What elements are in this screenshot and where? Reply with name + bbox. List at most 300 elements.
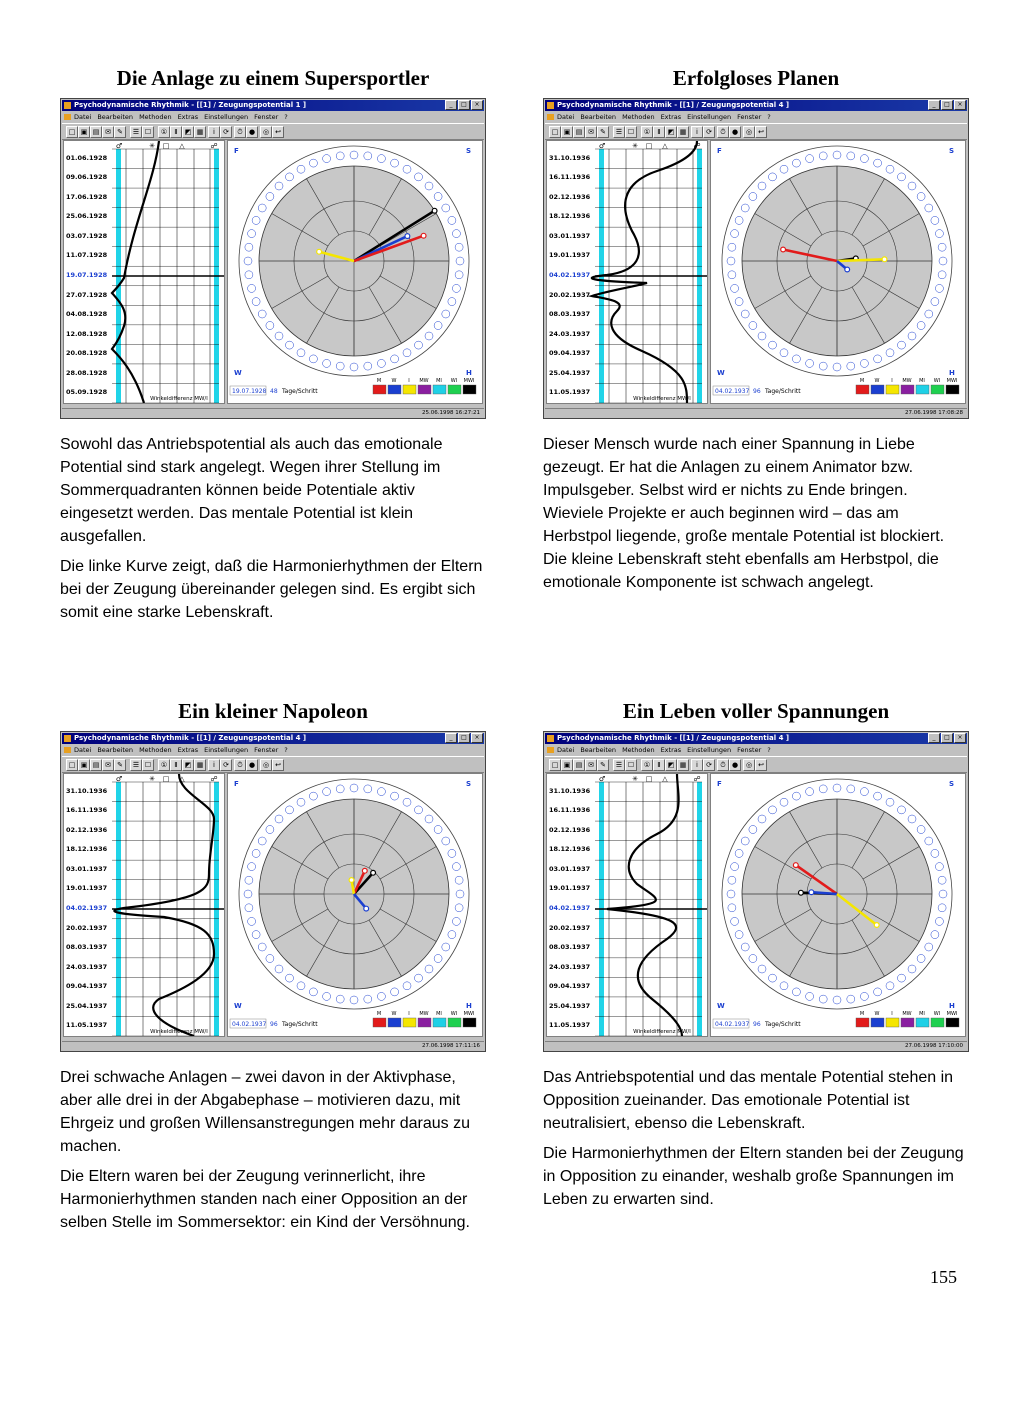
quadrant-label: F	[234, 780, 239, 788]
legend-swatch[interactable]	[463, 1018, 476, 1027]
column-symbol: ☍	[210, 142, 218, 150]
date-field[interactable]: 04.02.1937	[715, 388, 750, 395]
close-icon[interactable]: ×	[471, 733, 483, 743]
legend-label: MI	[919, 1011, 925, 1017]
legend-label: WI	[933, 378, 941, 384]
toolbar-button[interactable]: ↩	[755, 126, 767, 138]
quadrant-label: S	[949, 147, 955, 155]
menu-item[interactable]: ?	[284, 113, 288, 121]
quadrant-label: S	[949, 780, 955, 788]
toolbar-button[interactable]: ✎	[114, 759, 126, 771]
toolbar-button[interactable]: ◎	[260, 126, 272, 138]
date-label: 05.09.1928	[66, 388, 108, 397]
status-bar: 27.06.1998 17:10:00	[545, 1041, 967, 1050]
legend-label: MW	[419, 378, 429, 384]
ring-marker	[455, 243, 463, 251]
ring-marker	[860, 992, 868, 1000]
legend-swatch[interactable]	[886, 385, 899, 394]
date-label: 03.01.1937	[66, 864, 108, 873]
ring-marker	[792, 792, 800, 800]
menu-item[interactable]: Methoden	[622, 113, 655, 121]
toolbar-button[interactable]: ①	[641, 759, 653, 771]
date-label: 09.04.1937	[549, 982, 591, 991]
hand-tip	[799, 890, 804, 895]
toolbar-button[interactable]: ✎	[597, 126, 609, 138]
menu-item[interactable]: ?	[284, 746, 288, 754]
ring-marker	[434, 955, 442, 963]
app-icon	[547, 735, 554, 742]
menu-item[interactable]: Fenster	[737, 113, 762, 121]
date-label: 16.11.1936	[66, 806, 108, 815]
ring-marker	[860, 788, 868, 796]
quadrant-label: H	[949, 369, 955, 377]
toolbar-button[interactable]: Ⅱ	[170, 759, 182, 771]
legend-swatch[interactable]	[373, 1018, 386, 1027]
legend-swatch[interactable]	[403, 385, 416, 394]
toolbar-button[interactable]: ☰	[130, 126, 142, 138]
toolbar-button[interactable]: ●	[246, 126, 258, 138]
ring-marker	[309, 988, 317, 996]
window-title-bar	[545, 100, 967, 111]
status-bar: 25.06.1998 16:27:21	[62, 408, 484, 417]
toolbar-button[interactable]: ◎	[743, 759, 755, 771]
toolbar-button[interactable]: ▣	[561, 759, 573, 771]
toolbar-button[interactable]: ▣	[78, 126, 90, 138]
legend-swatch[interactable]	[931, 1018, 944, 1027]
toolbar-button[interactable]: ◩	[182, 126, 194, 138]
toolbar-button[interactable]: ①	[158, 759, 170, 771]
toolbar-button[interactable]: ✎	[114, 126, 126, 138]
date-field[interactable]: 04.02.1937	[232, 1021, 267, 1028]
menu-item[interactable]: Bearbeiten	[97, 746, 134, 754]
date-label: 25.04.1937	[549, 1001, 591, 1010]
ring-marker	[931, 931, 939, 939]
toolbar-button[interactable]: ⏱	[234, 759, 246, 771]
toolbar-button[interactable]: i	[691, 759, 703, 771]
ring-marker	[938, 271, 946, 279]
ring-marker	[455, 904, 463, 912]
ring-marker	[245, 243, 253, 251]
ring-marker	[925, 943, 933, 951]
menu-item[interactable]: ?	[767, 113, 771, 121]
date-label: 18.12.1936	[549, 212, 591, 221]
toolbar-button[interactable]: Ⅱ	[653, 759, 665, 771]
ring-marker	[908, 182, 916, 190]
ring-marker	[309, 355, 317, 363]
steps-label: Tage/Schritt	[765, 1021, 801, 1028]
menu-item[interactable]: Methoden	[139, 746, 172, 754]
ring-marker	[252, 849, 260, 857]
maximize-icon[interactable]: □	[941, 733, 953, 743]
ring-marker	[403, 982, 411, 990]
toolbar-button[interactable]: ↩	[755, 759, 767, 771]
toolbar-button[interactable]: ✎	[597, 759, 609, 771]
toolbar-button[interactable]: ▦	[677, 126, 689, 138]
legend-label: M	[376, 378, 382, 384]
ring-marker	[456, 890, 464, 898]
toolbar-button[interactable]: ⟳	[703, 126, 715, 138]
ring-marker	[833, 784, 841, 792]
ring-marker	[266, 955, 274, 963]
hand-tip	[432, 208, 437, 213]
ring-marker	[935, 917, 943, 925]
ring-marker	[248, 917, 256, 925]
legend-swatch[interactable]	[403, 1018, 416, 1027]
legend-label: MW	[902, 1011, 912, 1017]
ring-marker	[425, 815, 433, 823]
maximize-icon[interactable]: □	[458, 733, 470, 743]
toolbar-button[interactable]: ▦	[194, 126, 206, 138]
ring-marker	[806, 155, 814, 163]
date-label: 20.02.1937	[549, 290, 591, 299]
ring-marker	[266, 193, 274, 201]
paragraph: Die linke Kurve zeigt, daß die Harmonierhythmen der Eltern bei der Zeugung übereinander gelegen sind. Es ergibt sich somit eine starke Lebenskraft.	[60, 558, 483, 621]
toolbar-button[interactable]: i	[691, 126, 703, 138]
menu-item[interactable]: ?	[767, 746, 771, 754]
toolbar-button[interactable]: ◩	[665, 126, 677, 138]
ring-marker	[415, 806, 423, 814]
legend-swatch[interactable]	[901, 385, 914, 394]
menu-item[interactable]: Einstellungen	[204, 113, 249, 121]
paragraph: Sowohl das Antriebspotential als auch das emotionale Potential sind stark angelegt. Wegen ihrer Stellung im Sommerquadranten können beide Potentiale aktiv eingesetzt werden. Das mentale Potential ist klein ausgefallen.	[60, 436, 443, 545]
rhythm-curve	[592, 141, 697, 403]
legend-swatch[interactable]	[448, 1018, 461, 1027]
menu-bar	[545, 112, 967, 122]
toolbar-button[interactable]: ⏱	[717, 759, 729, 771]
toolbar-button[interactable]: ↩	[272, 126, 284, 138]
date-label: 25.04.1937	[66, 1001, 108, 1010]
ring-marker	[860, 359, 868, 367]
toolbar-button[interactable]: ①	[641, 126, 653, 138]
ring-marker	[886, 165, 894, 173]
legend-swatch[interactable]	[373, 385, 386, 394]
ring-marker	[434, 322, 442, 330]
menu-item[interactable]: Methoden	[622, 746, 655, 754]
toolbar-button[interactable]: ☐	[142, 759, 154, 771]
hand-tip	[364, 906, 369, 911]
menu-item[interactable]: Einstellungen	[687, 113, 732, 121]
ring-marker	[917, 322, 925, 330]
menu-item[interactable]: Datei	[557, 113, 575, 121]
menu-item[interactable]: Fenster	[737, 746, 762, 754]
ring-marker	[275, 815, 283, 823]
harmony-dial-panel	[710, 140, 966, 404]
ring-marker	[731, 917, 739, 925]
toolbar-button[interactable]: ✉	[102, 759, 114, 771]
ring-marker	[425, 182, 433, 190]
ring-marker	[350, 784, 358, 792]
ring-marker	[741, 310, 749, 318]
ring-marker	[780, 982, 788, 990]
ring-marker	[391, 355, 399, 363]
legend-swatch[interactable]	[886, 1018, 899, 1027]
close-icon[interactable]: ×	[954, 100, 966, 110]
menu-item[interactable]: Einstellungen	[204, 746, 249, 754]
column-symbol: ✳	[632, 142, 638, 150]
toolbar	[62, 123, 484, 140]
toolbar-button[interactable]: ▤	[90, 126, 102, 138]
legend-swatch[interactable]	[418, 385, 431, 394]
steps-field[interactable]: 96	[753, 1021, 761, 1028]
toolbar-button[interactable]: ☐	[625, 126, 637, 138]
hand-tip	[405, 234, 410, 239]
menu-item[interactable]: Extras	[177, 746, 199, 754]
ring-marker	[728, 243, 736, 251]
paragraph: Dieser Mensch wurde nach einer Spannung in Liebe gezeugt. Er hat die Anlagen zu einem Animator bzw. Impulsgeber. Selbst wird er nichts zu Ende bringen. Wieviele Projekte er auch beginnen wird – das am Herbstpol liegende, große mentale Potential ist blockiert. Die kleine Lebenskraft steht ebenfalls am Herbstpol, die emotionale Komponente ist schwach angelegt.	[543, 436, 945, 591]
legend-swatch[interactable]	[946, 1018, 959, 1027]
date-label: 04.02.1937	[66, 904, 108, 912]
ring-marker	[741, 837, 749, 845]
ring-marker	[874, 355, 882, 363]
ring-marker	[252, 298, 260, 306]
date-label: 02.12.1936	[66, 825, 108, 834]
steps-field[interactable]: 48	[270, 388, 278, 395]
close-icon[interactable]: ×	[954, 733, 966, 743]
date-label: 20.02.1937	[66, 923, 108, 932]
date-label: 03.01.1937	[549, 231, 591, 240]
toolbar-button[interactable]: ●	[729, 126, 741, 138]
ring-marker	[248, 863, 256, 871]
hand-tip	[845, 267, 850, 272]
legend-label: I	[408, 1011, 410, 1017]
ring-marker	[448, 216, 456, 224]
minimize-icon[interactable]: _	[445, 100, 457, 110]
menu-item[interactable]: Datei	[74, 113, 92, 121]
toolbar-button[interactable]: ✉	[102, 126, 114, 138]
toolbar-button[interactable]: □	[66, 126, 78, 138]
ring-marker	[728, 876, 736, 884]
legend-label: MWI	[463, 378, 475, 384]
date-label: 20.02.1937	[549, 923, 591, 932]
toolbar-button[interactable]: □	[66, 759, 78, 771]
window-buttons	[928, 100, 966, 110]
toolbar-button[interactable]: Ⅱ	[170, 126, 182, 138]
toolbar-button[interactable]: ☰	[613, 759, 625, 771]
quadrant-label: H	[466, 1002, 472, 1010]
hand-tip	[362, 868, 367, 873]
legend-label: MWI	[463, 1011, 475, 1017]
ring-marker	[415, 341, 423, 349]
toolbar-button[interactable]: ✉	[585, 126, 597, 138]
date-label: 19.01.1937	[549, 884, 591, 893]
legend-label: M	[859, 1011, 865, 1017]
toolbar-button[interactable]: ✉	[585, 759, 597, 771]
quadrant-label: F	[717, 780, 722, 788]
toolbar-button[interactable]: i	[208, 126, 220, 138]
toolbar-button[interactable]: ●	[729, 759, 741, 771]
legend-swatch[interactable]	[388, 1018, 401, 1027]
toolbar-button[interactable]: ☐	[142, 126, 154, 138]
close-icon[interactable]: ×	[471, 100, 483, 110]
ring-marker	[442, 837, 450, 845]
menu-item[interactable]: Fenster	[254, 113, 279, 121]
quadrant-label: F	[717, 147, 722, 155]
toolbar-button[interactable]: ☰	[130, 759, 142, 771]
ring-marker	[323, 992, 331, 1000]
toolbar-button[interactable]: ☰	[613, 126, 625, 138]
legend-swatch[interactable]	[433, 1018, 446, 1027]
window-buttons	[445, 733, 483, 743]
legend-swatch[interactable]	[946, 385, 959, 394]
steps-field[interactable]: 96	[270, 1021, 278, 1028]
ring-marker	[847, 152, 855, 160]
toolbar-button[interactable]: ▣	[78, 759, 90, 771]
toolbar-button[interactable]: ⟳	[703, 759, 715, 771]
legend-swatch[interactable]	[856, 385, 869, 394]
legend-swatch[interactable]	[931, 385, 944, 394]
toolbar-button[interactable]: ▦	[677, 759, 689, 771]
menu-item[interactable]: Extras	[177, 113, 199, 121]
minimize-icon[interactable]: _	[445, 733, 457, 743]
app-screenshot	[543, 731, 969, 1052]
toolbar-button[interactable]: ⟳	[220, 126, 232, 138]
menu-item[interactable]: Datei	[557, 746, 575, 754]
legend-swatch[interactable]	[916, 1018, 929, 1027]
ring-marker	[434, 193, 442, 201]
harmony-dial	[711, 774, 965, 1036]
ring-marker	[403, 349, 411, 357]
toolbar-button[interactable]: ▦	[194, 759, 206, 771]
ring-marker	[309, 792, 317, 800]
legend-swatch[interactable]	[418, 1018, 431, 1027]
toolbar-button[interactable]: ☐	[625, 759, 637, 771]
legend-swatch[interactable]	[871, 1018, 884, 1027]
menu-item[interactable]: Methoden	[139, 113, 172, 121]
ring-marker	[886, 982, 894, 990]
toolbar-button[interactable]: ◩	[182, 759, 194, 771]
quadrant-label: S	[466, 147, 472, 155]
menu-item[interactable]: Extras	[660, 113, 682, 121]
date-label: 19.01.1937	[66, 884, 108, 893]
toolbar-button[interactable]: ▤	[90, 759, 102, 771]
legend-swatch[interactable]	[388, 385, 401, 394]
ring-marker	[806, 359, 814, 367]
steps-field[interactable]: 96	[753, 388, 761, 395]
menu-item[interactable]: Datei	[74, 746, 92, 754]
toolbar-button[interactable]: □	[549, 759, 561, 771]
window-title: Psychodynamische Rhythmik - [[1] / Zeugungspotential 4 ]	[557, 101, 790, 109]
date-label: 04.02.1937	[549, 904, 591, 912]
menu-item[interactable]: Bearbeiten	[580, 746, 617, 754]
menu-item[interactable]: Bearbeiten	[97, 113, 134, 121]
date-label: 28.08.1928	[66, 368, 108, 377]
ring-marker	[245, 904, 253, 912]
legend-label: M	[859, 378, 865, 384]
ring-marker	[448, 849, 456, 857]
maximize-icon[interactable]: □	[458, 100, 470, 110]
toolbar-button[interactable]: Ⅱ	[653, 126, 665, 138]
toolbar-button[interactable]: ◎	[260, 759, 272, 771]
column-symbol: □	[162, 775, 170, 783]
ring-marker	[792, 159, 800, 167]
harmony-dial-panel	[227, 773, 483, 1037]
menu-item[interactable]: Extras	[660, 746, 682, 754]
date-field[interactable]: 04.02.1937	[715, 1021, 750, 1028]
toolbar-button[interactable]: ①	[158, 126, 170, 138]
ring-marker	[749, 826, 757, 834]
legend-swatch[interactable]	[856, 1018, 869, 1027]
ring-marker	[286, 806, 294, 814]
legend-swatch[interactable]	[463, 385, 476, 394]
ring-marker	[728, 904, 736, 912]
toolbar-button[interactable]: ⏱	[234, 126, 246, 138]
ring-marker	[245, 876, 253, 884]
toolbar-button[interactable]: ◎	[743, 126, 755, 138]
toolbar-button[interactable]: i	[208, 759, 220, 771]
column-symbol: ♂	[598, 142, 606, 150]
ring-marker	[245, 271, 253, 279]
maximize-icon[interactable]: □	[941, 100, 953, 110]
toolbar-button[interactable]: ⟳	[220, 759, 232, 771]
legend-swatch[interactable]	[901, 1018, 914, 1027]
harmony-dial-panel	[710, 773, 966, 1037]
legend-label: WI	[450, 1011, 458, 1017]
ring-marker	[898, 173, 906, 181]
legend-swatch[interactable]	[448, 385, 461, 394]
date-label: 03.07.1928	[66, 231, 108, 240]
app-icon	[64, 102, 71, 109]
toolbar-button[interactable]: ▤	[573, 126, 585, 138]
ring-marker	[780, 165, 788, 173]
ring-marker	[452, 230, 460, 238]
date-label: 04.08.1928	[66, 310, 108, 319]
toolbar-button[interactable]: ↩	[272, 759, 284, 771]
minimize-icon[interactable]: _	[928, 733, 940, 743]
column-symbol: ♂	[598, 775, 606, 783]
toolbar-button[interactable]: ▣	[561, 126, 573, 138]
ring-marker	[442, 310, 450, 318]
ring-marker	[769, 974, 777, 982]
menu-item[interactable]: Bearbeiten	[580, 113, 617, 121]
minimize-icon[interactable]: _	[928, 100, 940, 110]
ring-marker	[425, 332, 433, 340]
menu-item[interactable]: Einstellungen	[687, 746, 732, 754]
toolbar-button[interactable]: ⏱	[717, 126, 729, 138]
toolbar-button[interactable]: □	[549, 126, 561, 138]
legend-label: I	[891, 1011, 893, 1017]
date-label: 02.12.1936	[549, 825, 591, 834]
menu-bar	[62, 745, 484, 755]
potential-hand	[837, 259, 885, 261]
app-icon	[547, 102, 554, 109]
ring-marker	[819, 785, 827, 793]
ring-marker	[749, 322, 757, 330]
date-field[interactable]: 19.07.1928	[232, 388, 267, 395]
hand-tip	[793, 863, 798, 868]
toolbar-button[interactable]: ●	[246, 759, 258, 771]
menu-item[interactable]: Fenster	[254, 746, 279, 754]
toolbar-button[interactable]: ◩	[665, 759, 677, 771]
quadrant-label: W	[717, 1002, 725, 1010]
date-label: 17.06.1928	[66, 192, 108, 201]
legend-swatch[interactable]	[871, 385, 884, 394]
ring-marker	[749, 193, 757, 201]
column-symbol: ☍	[210, 775, 218, 783]
legend-swatch[interactable]	[916, 385, 929, 394]
window-title-bar	[62, 733, 484, 744]
ring-marker	[258, 837, 266, 845]
legend-label: I	[891, 378, 893, 384]
ring-marker	[780, 349, 788, 357]
ring-marker	[908, 965, 916, 973]
ring-marker	[336, 785, 344, 793]
legend-swatch[interactable]	[433, 385, 446, 394]
ring-marker	[769, 806, 777, 814]
section-title: Die Anlage zu einem Supersportler	[116, 66, 430, 90]
toolbar-button[interactable]: ▤	[573, 759, 585, 771]
ring-marker	[749, 955, 757, 963]
ring-marker	[731, 284, 739, 292]
